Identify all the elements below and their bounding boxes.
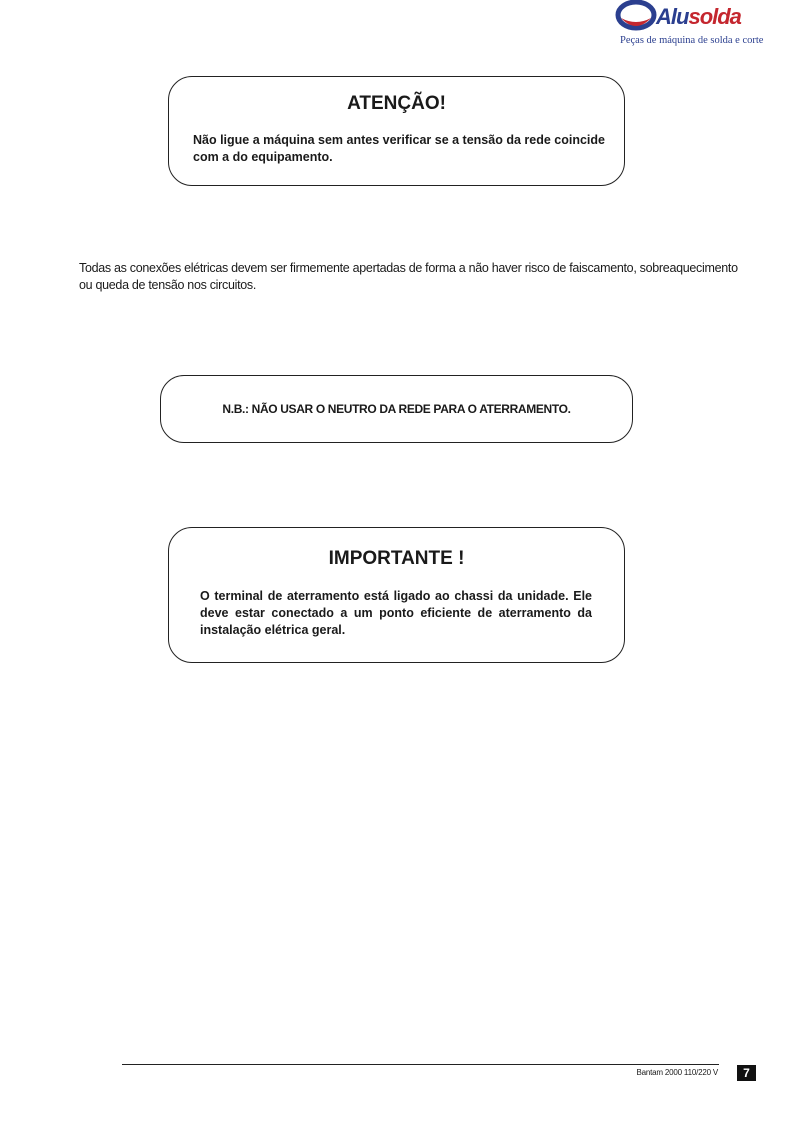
connections-paragraph: Todas as conexões elétricas devem ser firmemente apertadas de forma a não haver risco de faiscamento, sobreaquecimento ou queda de tensão nos circuitos. xyxy=(79,261,738,292)
logo-wordmark-part1: Alu xyxy=(656,4,689,29)
logo-wordmark xyxy=(656,5,741,29)
footer-model: Bantam 2000 110/220 V xyxy=(636,1068,718,1077)
brand-logo xyxy=(612,0,762,52)
attention-title: ATENÇÃO! xyxy=(347,93,446,114)
alusolda-swoosh-icon xyxy=(615,0,657,34)
attention-text: Não ligue a máquina sem antes verificar se a tensão da rede coincide com a do equipamento. xyxy=(193,133,605,164)
important-title: IMPORTANTE ! xyxy=(328,548,465,569)
page-number: 7 xyxy=(737,1065,756,1081)
important-text: O terminal de aterramento está ligado ao chassi da unidade. Ele deve estar conectado a um ponto eficiente de aterramento da instalação elétrica geral. xyxy=(200,589,592,637)
footer-divider xyxy=(122,1064,719,1065)
logo-tagline: Peças de máquina de solda e corte xyxy=(620,35,764,46)
attention-notice-box xyxy=(168,76,625,186)
nb-notice-box xyxy=(160,375,633,443)
important-notice-box xyxy=(168,527,625,663)
logo-wordmark-part2: solda xyxy=(688,4,741,29)
nb-text: N.B.: NÃO USAR O NEUTRO DA REDE PARA O ATERRAMENTO. xyxy=(222,402,571,416)
